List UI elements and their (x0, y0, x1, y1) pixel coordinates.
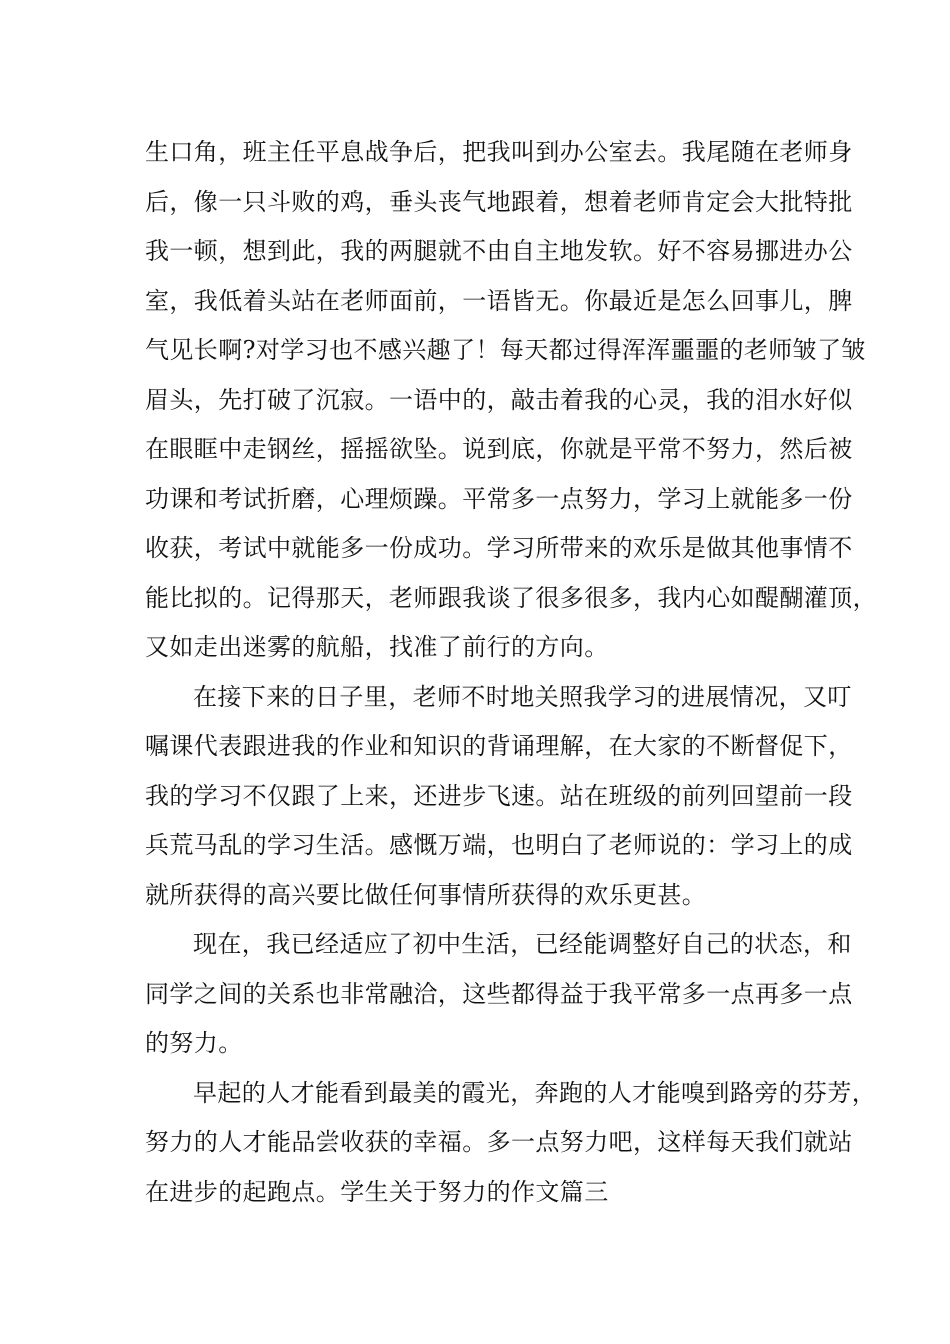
essay-body (145, 128, 877, 1217)
text-line: 后，像一只斗败的鸡，垂头丧气地跟着，想着老师肯定会大批特批 (145, 187, 853, 216)
text-line: 能比拟的。记得那天，老师跟我谈了很多很多，我内心如醍醐灌顶， (145, 583, 877, 612)
text-line: 又如走出迷雾的航船，找准了前行的方向。 (145, 633, 609, 661)
text-line: 我一顿，想到此，我的两腿就不由自主地发软。好不容易挪进办公 (145, 237, 853, 265)
text-line: 努力的人才能品尝收获的幸福。多一点努力吧，这样每天我们就站 (145, 1128, 853, 1156)
text-line: 在进步的起跑点。学生关于努力的作文篇三 (145, 1177, 609, 1206)
paragraph-first-line: 在接下来的日子里，老师不时地关照我学习的进展情况，又叮 (193, 682, 852, 711)
text-line: 嘱课代表跟进我的作业和知识的背诵理解，在大家的不断督促下， (145, 732, 853, 760)
text-line: 兵荒马乱的学习生活。感慨万端，也明白了老师说的：学习上的成 (145, 831, 853, 859)
text-line: 同学之间的关系也非常融洽，这些都得益于我平常多一点再多一点 (145, 979, 853, 1008)
text-line: 在眼眶中走钢丝，摇摇欲坠。说到底，你就是平常不努力，然后被 (145, 435, 853, 463)
text-line: 生口角，班主任平息战争后，把我叫到办公室去。我尾随在老师身 (145, 138, 853, 166)
text-line: 室，我低着头站在老师面前，一语皆无。你最近是怎么回事儿，脾 (145, 286, 853, 315)
paragraph-first-line: 早起的人才能看到最美的霞光，奔跑的人才能嗅到路旁的芬芳， (193, 1078, 877, 1107)
text-line: 我的学习不仅跟了上来，还进步飞速。站在班级的前列回望前一段 (145, 781, 853, 810)
text-line: 收获，考试中就能多一份成功。学习所带来的欢乐是做其他事情不 (145, 534, 853, 562)
text-line: 的努力。 (145, 1029, 243, 1057)
paragraph-first-line: 现在，我已经适应了初中生活，已经能调整好自己的状态，和 (193, 930, 852, 958)
text-line: 就所获得的高兴要比做任何事情所获得的欢乐更甚。 (145, 880, 707, 909)
text-line: 气见长啊?对学习也不感兴趣了！每天都过得浑浑噩噩的老师皱了皱 (145, 336, 866, 364)
text-line: 眉头，先打破了沉寂。一语中的，敲击着我的心灵，我的泪水好似 (145, 385, 853, 414)
text-line: 功课和考试折磨，心理烦躁。平常多一点努力，学习上就能多一份 (145, 484, 853, 513)
